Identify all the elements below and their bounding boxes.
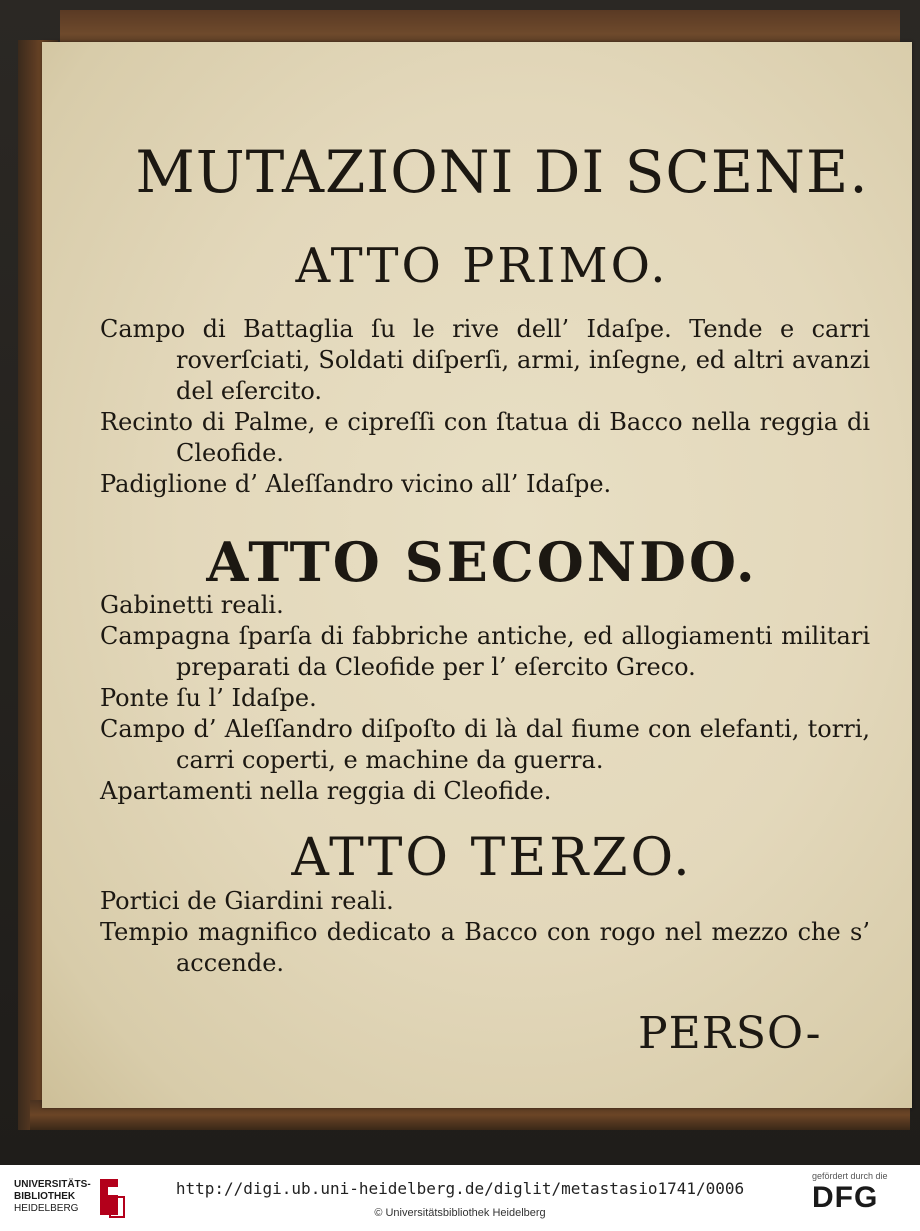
scene-list-primo xyxy=(100,314,870,500)
funder-caption: gefördert durch die xyxy=(812,1171,888,1181)
library-name-line: HEIDELBERG xyxy=(14,1203,79,1214)
act-heading-primo: ATTO PRIMO. xyxy=(295,238,669,294)
act-heading-terzo: ATTO TERZO. xyxy=(291,828,693,888)
scene-list-secondo xyxy=(100,590,870,807)
library-emblem-icon xyxy=(96,1173,126,1221)
scene-item: Ponte ſu l’ Idaſpe. xyxy=(100,684,317,712)
footer-bar xyxy=(0,1165,920,1231)
scene-item: Gabinetti reali. xyxy=(100,591,284,619)
library-name-line: UNIVERSITÄTS- xyxy=(14,1179,91,1190)
scene-item: Padiglione d’ Aleſſandro vicino all’ Idaſpe. xyxy=(100,470,612,498)
scene-item: Tempio magnifico dedicato a Bacco con rogo nel mezzo che s’ accende. xyxy=(100,918,870,977)
book-page xyxy=(42,42,912,1108)
copyright-notice: © Universitätsbibliothek Heidelberg xyxy=(374,1207,546,1219)
act-heading-secondo: ATTO SECONDO. xyxy=(206,530,758,594)
scene-list-terzo xyxy=(100,886,870,979)
scene-item: Recinto di Palme, e cipreſſi con ſtatua di Bacco nella reggia di Cleofide. xyxy=(100,408,870,467)
page-text xyxy=(42,42,912,1108)
scene-item: Campo di Battaglia ſu le rive dell’ Idaſpe. Tende e carri roverſciati, Soldati diſperſi, armi, inſegne, ed altri avanzi del eſercito. xyxy=(100,315,870,405)
scene-item: Portici de Giardini reali. xyxy=(100,887,394,915)
scene-item: Campo d’ Aleſſandro diſpoſto di là dal fiume con elefanti, torri, carri coperti, e machine da guerra. xyxy=(100,715,870,774)
scene-item: Apartamenti nella reggia di Cleofide. xyxy=(100,777,552,805)
page-title: MUTAZIONI DI SCENE. xyxy=(135,138,869,206)
dfg-logo: DFG xyxy=(812,1181,879,1214)
scene-item: Campagna ſparſa di fabbriche antiche, ed allogiamenti militari preparati da Cleofide per l’ eſercito Greco. xyxy=(100,622,870,681)
library-name-line: BIBLIOTHEK xyxy=(14,1191,76,1202)
funder-logo[interactable] xyxy=(812,1171,912,1215)
permalink-url[interactable]: http://digi.ub.uni-heidelberg.de/diglit/metastasio1741/0006 xyxy=(175,1179,745,1198)
catchword: PERSO- xyxy=(638,1008,822,1059)
